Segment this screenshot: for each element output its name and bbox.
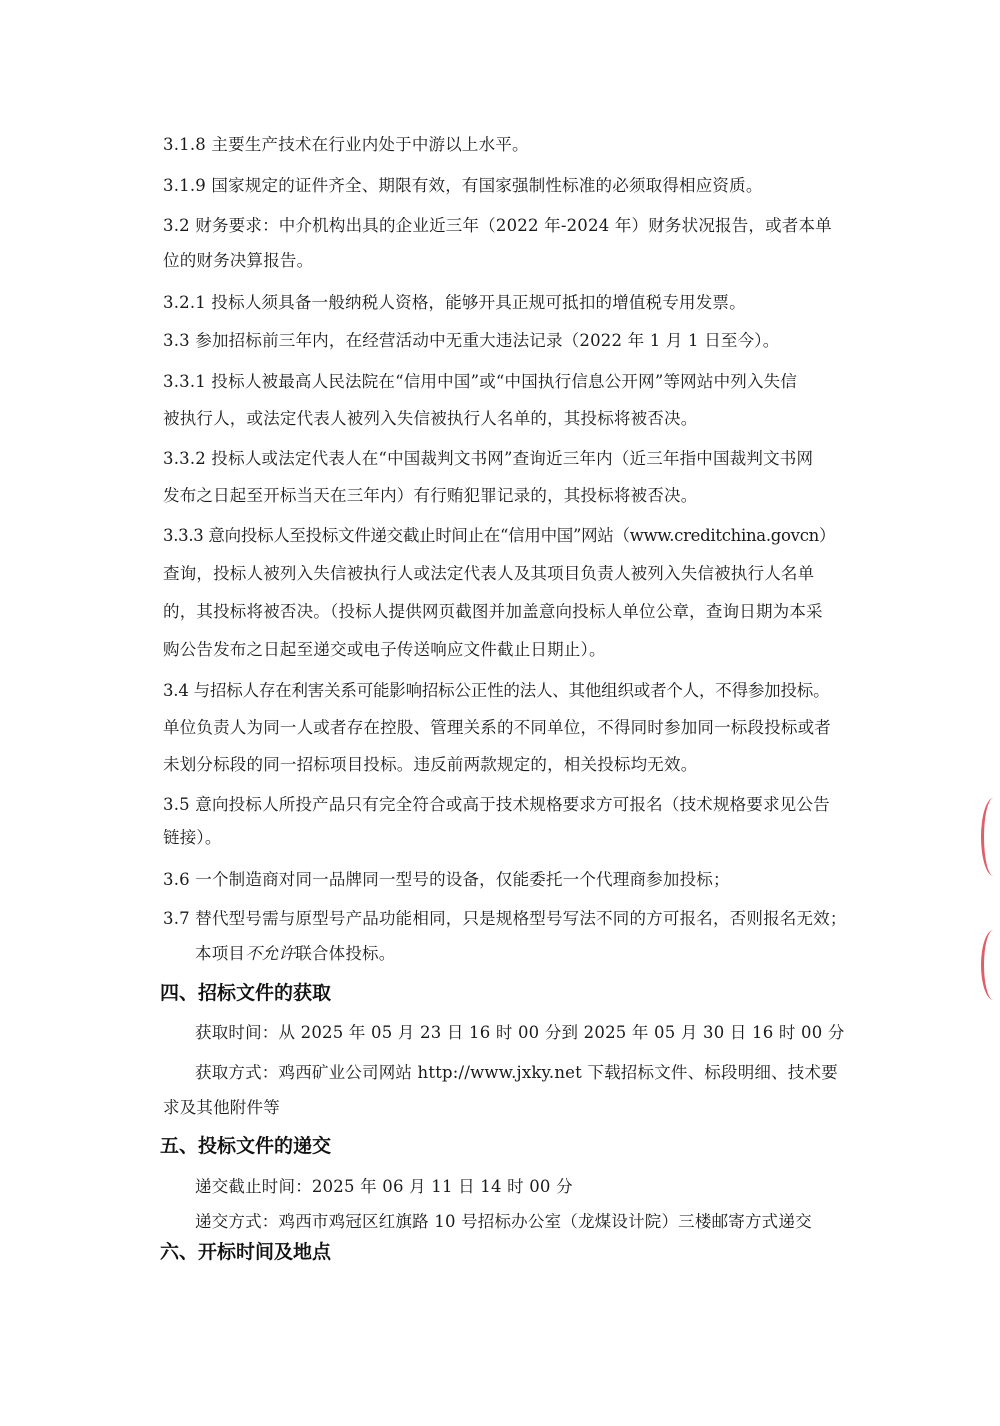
clause-3-4-line2: 单位负责人为同一人或者存在控股、管理关系的不同单位，不得同时参加同一标段投标或者: [163, 718, 831, 737]
consortium-note: [195, 943, 850, 965]
clause-3-3-3-line2: 查询，投标人被列入失信被执行人或法定代表人及其项目负责人被列入失信被执行人名单: [163, 564, 815, 583]
clause-3-7: 3.7 替代型号需与原型号产品功能相同，只是规格型号写法不同的方可报名，否则报名无效；: [163, 909, 847, 928]
section-4-method-line2: 求及其他附件等: [163, 1098, 280, 1117]
section-4-method-line1: 获取方式：鸡西矿业公司网站 http://www.jxky.net 下载招标文件、标段明细、技术要: [195, 1063, 838, 1082]
clause-3-5-line1: 3.5 意向投标人所投产品只有完全符合或高于技术规格要求方可报名（技术规格要求见公告: [163, 795, 830, 814]
section-4-time: 获取时间：从 2025 年 05 月 23 日 16 时 00 分到 2025 年 05 月 30 日 16 时 00 分: [195, 1023, 845, 1042]
clause-3-3-1-line1: 3.3.1 投标人被最高人民法院在“信用中国”或“中国执行信息公开网”等网站中列入失信: [163, 372, 798, 391]
clause-3-2-1: 3.2.1 投标人须具备一般纳税人资格，能够开具正规可抵扣的增值税专用发票。: [163, 293, 746, 312]
section-6-heading: 六、开标时间及地点: [160, 1241, 332, 1263]
red-seal-fragment: [981, 798, 1000, 876]
clause-3-2-line2: 位的财务决算报告。: [163, 251, 314, 270]
section-5-method: 递交方式：鸡西市鸡冠区红旗路 10 号招标办公室（龙煤设计院）三楼邮寄方式递交: [195, 1212, 812, 1231]
clause-3-3-3-line1: 3.3.3 意向投标人至投标文件递交截止时间止在“信用中国”网站（www.creditchina.govcn）: [163, 526, 836, 545]
clause-3-1-8: 3.1.8 主要生产技术在行业内处于中游以上水平。: [163, 135, 529, 154]
clause-3-3-1-line2: 被执行人，或法定代表人被列入失信被执行人名单的，其投标将被否决。: [163, 409, 698, 428]
clause-3-3-3-line4: 购公告发布之日起至递交或电子传送响应文件截止日期止）。: [163, 640, 606, 659]
clause-3-2-line1: 3.2 财务要求：中介机构出具的企业近三年（2022 年-2024 年）财务状况报告，或者本单: [163, 216, 832, 235]
clause-3-4-line1: 3.4 与招标人存在利害关系可能影响招标公正性的法人、其他组织或者个人，不得参加投标。: [163, 681, 830, 700]
red-seal-fragment: [981, 930, 1000, 1000]
clause-3-6: 3.6 一个制造商对同一品牌同一型号的设备，仅能委托一个代理商参加投标；: [163, 870, 730, 889]
clause-3-3-2-line2: 发布之日起至开标当天在三年内）有行贿犯罪记录的，其投标将被否决。: [163, 486, 698, 505]
section-4-heading: 四、招标文件的获取: [160, 982, 332, 1004]
clause-3-4-line3: 未划分标段的同一招标项目投标。违反前两款规定的，相关投标均无效。: [163, 755, 698, 774]
section-5-deadline: 递交截止时间：2025 年 06 月 11 日 14 时 00 分: [195, 1177, 573, 1196]
clause-3-3: 3.3 参加招标前三年内，在经营活动中无重大违法记录（2022 年 1 月 1 日至今）。: [163, 331, 780, 350]
clause-3-3-3-line3: 的，其投标将被否决。（投标人提供网页截图并加盖意向投标人单位公章，查询日期为本采: [163, 602, 823, 621]
clause-3-1-9: 3.1.9 国家规定的证件齐全、期限有效，有国家强制性标准的必须取得相应资质。: [163, 176, 763, 195]
consortium-suffix: 联合体投标。: [295, 944, 396, 963]
consortium-emphasis: 不允许: [245, 944, 296, 963]
section-5-heading: 五、投标文件的递交: [160, 1135, 332, 1157]
consortium-prefix: 本项目: [195, 944, 246, 963]
clause-3-3-2-line1: 3.3.2 投标人或法定代表人在“中国裁判文书网”查询近三年内（近三年指中国裁判文书网: [163, 449, 814, 468]
clause-3-5-line2: 链接）。: [163, 828, 222, 847]
